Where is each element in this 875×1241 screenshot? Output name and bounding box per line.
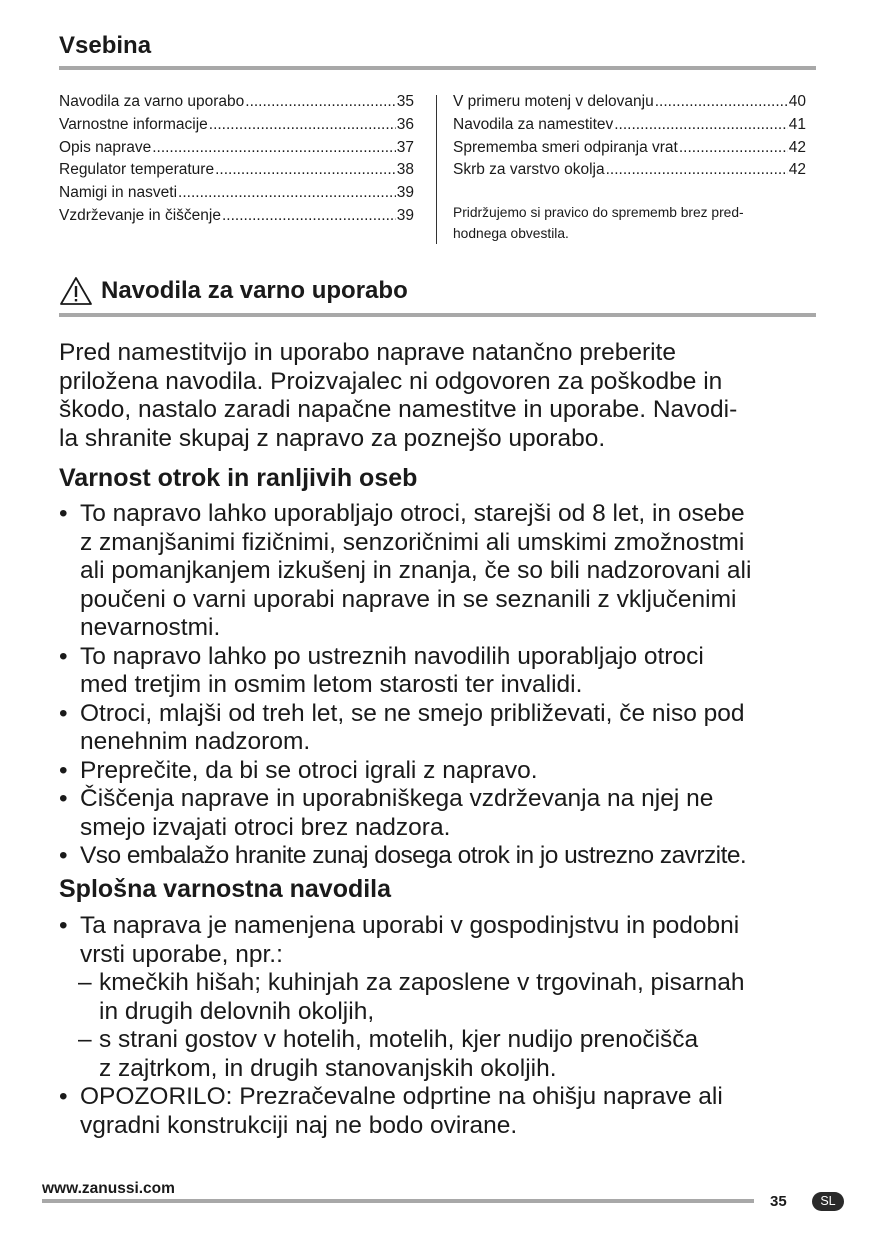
toc-leader bbox=[655, 91, 788, 114]
bullet: • bbox=[59, 842, 68, 869]
toc-right-column bbox=[453, 91, 806, 182]
bullet: • bbox=[59, 912, 68, 939]
toc-entry-page: 39 bbox=[396, 184, 414, 202]
list-item bbox=[59, 757, 829, 786]
list-item-line: z zmanjšanimi fizičnimi, senzoričnimi ali umskimi zmožnostmi bbox=[80, 528, 745, 556]
toc-entry-page: 37 bbox=[396, 138, 414, 156]
toc-entry-label: Navodila za varno uporabo bbox=[59, 93, 245, 110]
toc-leader bbox=[245, 91, 395, 114]
warning-triangle-icon bbox=[59, 276, 93, 306]
list-item-line: To napravo lahko po ustreznih navodilih uporabljajo otroci bbox=[80, 642, 704, 670]
toc-entry[interactable] bbox=[59, 205, 414, 228]
toc-entry-page: 36 bbox=[396, 115, 414, 133]
toc-entry[interactable] bbox=[59, 114, 414, 137]
list-item-line: ali pomanjkanjem izkušenj in znanja, če so bili nadzorovani ali bbox=[80, 557, 752, 584]
toc-entry-page: 35 bbox=[396, 93, 414, 110]
toc-entry-label: Namigi in nasveti bbox=[59, 184, 178, 202]
section-title: Navodila za varno uporabo bbox=[101, 277, 408, 304]
toc-leader bbox=[679, 137, 788, 160]
toc-entry[interactable] bbox=[453, 159, 806, 182]
toc-entry[interactable] bbox=[453, 91, 806, 114]
list-item bbox=[59, 1083, 829, 1140]
toc-entry-page: 42 bbox=[788, 161, 806, 179]
toc-entry[interactable] bbox=[59, 159, 414, 182]
disclaimer-line: hodnega obvestila. bbox=[453, 225, 569, 241]
list-item-line: OPOZORILO: Prezračevalne odprtine na ohišju naprave ali bbox=[80, 1083, 723, 1110]
sublist-item-line: s strani gostov v hotelih, motelih, kjer nudijo prenočišča bbox=[99, 1026, 699, 1053]
intro-line: priložena navodila. Proizvajalec ni odgovoren za poškodbe in bbox=[59, 367, 723, 395]
list-item-line: Otroci, mlajši od treh let, se ne smejo približevati, če niso pod bbox=[80, 699, 745, 727]
list-item-line: nenehnim nadzorom. bbox=[80, 728, 311, 755]
toc-entry-label: Skrb za varstvo okolja bbox=[453, 161, 605, 179]
toc-leader bbox=[152, 137, 396, 160]
toc-leader bbox=[178, 182, 396, 205]
toc-entry-label: Varnostne informacije bbox=[59, 115, 208, 133]
list-item-line: nevarnostmi. bbox=[80, 614, 221, 641]
intro-line: la shranite skupaj z napravo za poznejšo uporabo. bbox=[59, 424, 606, 452]
toc-entry[interactable] bbox=[59, 91, 414, 114]
toc-entry-label: Regulator temperature bbox=[59, 161, 215, 179]
toc-leader bbox=[606, 159, 788, 182]
list-item-line: vrsti uporabe, npr.: bbox=[80, 940, 283, 968]
bullet: • bbox=[59, 1083, 68, 1110]
intro-line: škodo, nastalo zaradi napačne namestitve in uporabe. Navodi- bbox=[59, 396, 738, 423]
dash: – bbox=[78, 969, 92, 996]
toc-entry-label: Sprememba smeri odpiranja vrat bbox=[453, 138, 678, 156]
list-item bbox=[59, 912, 829, 1083]
list-item-line: To napravo lahko uporabljajo otroci, starejši od 8 let, in osebe bbox=[80, 500, 745, 527]
list-item bbox=[59, 500, 829, 643]
footer-website-link[interactable]: www.zanussi.com bbox=[42, 1180, 175, 1197]
disclaimer-note bbox=[453, 203, 813, 244]
toc-leader bbox=[215, 159, 396, 182]
toc-entry-label: Vzdrževanje in čiščenje bbox=[59, 206, 221, 224]
toc-leader bbox=[614, 114, 788, 137]
list-item-line: Čiščenja naprave in uporabniškega vzdrževanja na njej ne bbox=[80, 785, 714, 812]
toc-entry-label: Opis naprave bbox=[59, 138, 152, 156]
sublist-item bbox=[78, 969, 829, 1026]
sublist-item-line: in drugih delovnih okoljih, bbox=[99, 997, 375, 1025]
title-divider bbox=[59, 66, 816, 70]
list-item-line: Vso embalažo hranite zunaj dosega otrok in jo ustrezno zavrzite. bbox=[80, 842, 747, 869]
sublist-item-line: z zajtrkom, in drugih stanovanjskih okoljih. bbox=[99, 1054, 557, 1082]
general-safety-heading: Splošna varnostna navodila bbox=[59, 875, 392, 903]
intro-line: Pred namestitvijo in uporabo naprave natančno preberite bbox=[59, 339, 676, 366]
section-divider bbox=[59, 313, 816, 317]
intro-paragraph bbox=[59, 339, 819, 453]
disclaimer-line: Pridržujemo si pravico do sprememb brez pred- bbox=[453, 205, 744, 220]
footer-divider bbox=[42, 1199, 754, 1203]
bullet: • bbox=[59, 500, 68, 527]
sublist-item bbox=[78, 1026, 829, 1083]
bullet: • bbox=[59, 785, 68, 812]
toc-column-divider bbox=[436, 95, 437, 244]
list-item-line: vgradni konstrukciji naj ne bodo ovirane. bbox=[80, 1111, 518, 1139]
list-item bbox=[59, 842, 829, 871]
sublist-item-line: kmečkih hišah; kuhinjah za zaposlene v trgovinah, pisarnah bbox=[99, 969, 745, 996]
section-heading bbox=[59, 276, 408, 306]
general-safety-list bbox=[59, 912, 829, 1140]
toc-entry-page: 42 bbox=[788, 138, 806, 156]
toc-entry-label: Navodila za namestitev bbox=[453, 115, 614, 133]
children-safety-heading: Varnost otrok in ranljivih oseb bbox=[59, 464, 418, 492]
list-item-line: Preprečite, da bi se otroci igrali z napravo. bbox=[80, 756, 538, 784]
toc-leader bbox=[222, 205, 396, 228]
toc-entry-label: V primeru motenj v delovanju bbox=[453, 93, 654, 110]
toc-entry[interactable] bbox=[453, 137, 806, 160]
bullet: • bbox=[59, 699, 68, 727]
toc-entry-page: 41 bbox=[788, 115, 806, 133]
bullet: • bbox=[59, 756, 68, 784]
list-item bbox=[59, 643, 829, 700]
toc-leader bbox=[209, 114, 396, 137]
bullet: • bbox=[59, 642, 68, 670]
list-item-line: Ta naprava je namenjena uporabi v gospodinjstvu in podobni bbox=[80, 912, 740, 939]
language-badge: SL bbox=[812, 1192, 844, 1211]
list-item-line: med tretjim in osmim letom starosti ter invalidi. bbox=[80, 671, 583, 698]
list-item bbox=[59, 700, 829, 757]
toc-entry-page: 39 bbox=[396, 206, 414, 224]
usage-sublist bbox=[78, 969, 829, 1083]
list-item-line: smejo izvajati otroci brez nadzora. bbox=[80, 813, 451, 841]
toc-left-column bbox=[59, 91, 414, 228]
toc-entry[interactable] bbox=[59, 137, 414, 160]
toc-entry[interactable] bbox=[453, 114, 806, 137]
toc-entry-page: 40 bbox=[788, 93, 806, 110]
dash: – bbox=[78, 1026, 92, 1053]
list-item-line: poučeni o varni uporabi naprave in se seznanili z vključenimi bbox=[80, 585, 737, 613]
list-item bbox=[59, 785, 829, 842]
toc-entry[interactable] bbox=[59, 182, 414, 205]
toc-entry-page: 38 bbox=[396, 161, 414, 179]
children-safety-list bbox=[59, 500, 829, 871]
page-title: Vsebina bbox=[59, 32, 152, 59]
page-number: 35 bbox=[770, 1193, 787, 1210]
